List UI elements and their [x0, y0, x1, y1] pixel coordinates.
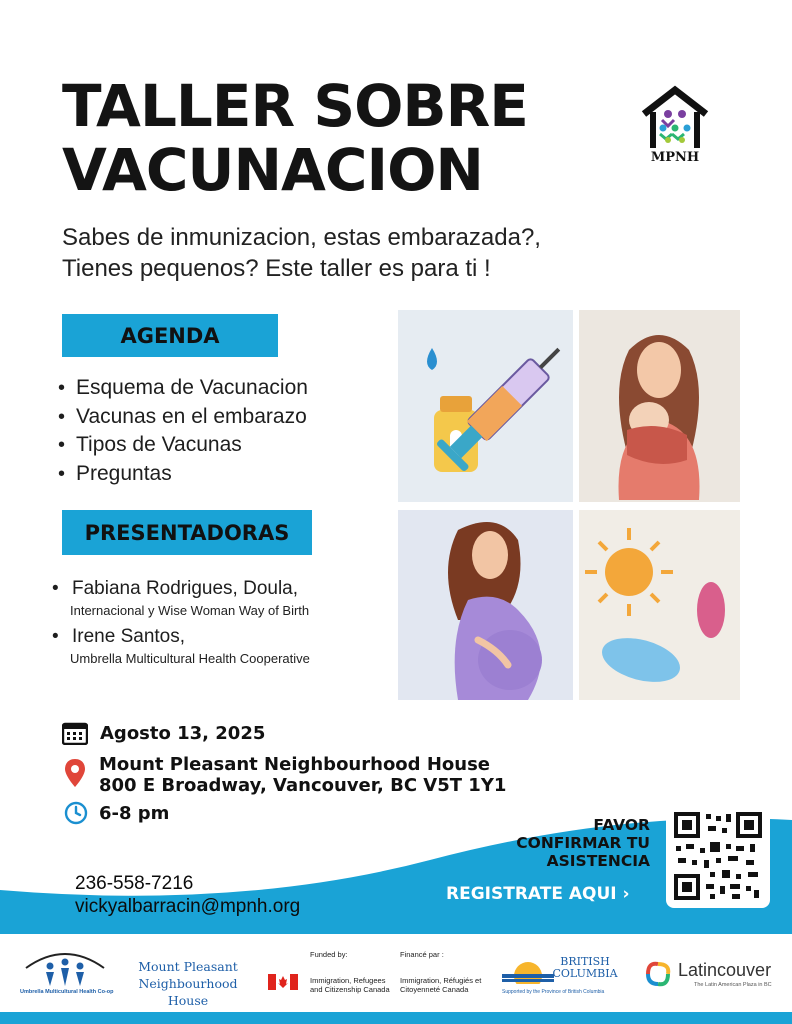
presenter-affiliation: Umbrella Multicultural Health Cooperative — [70, 651, 310, 666]
list-item: • Vacunas en el embarazo — [58, 403, 308, 432]
vaccine-illustration — [398, 310, 573, 502]
pregnant-woman-illustration — [398, 510, 573, 705]
finance-par-label: Financé par : — [400, 950, 444, 959]
list-item: • Esquema de Vacunacion — [58, 374, 308, 403]
presenter-name: • Irene Santos, — [52, 625, 310, 649]
page-title — [62, 74, 528, 202]
venue-line-1: Mount Pleasant Neighbourhood House — [99, 754, 490, 775]
title-line-1: TALLER SOBRE — [62, 72, 528, 140]
clock-icon — [64, 801, 88, 825]
canada-flag-icon — [268, 974, 298, 990]
list-item — [52, 625, 310, 669]
subtitle-line-2: Tienes pequenos? Este taller es para ti ! — [62, 255, 491, 282]
funded-by-label: Funded by: — [310, 950, 348, 959]
agenda-heading: AGENDA — [62, 314, 278, 357]
pregnant-woman-icon — [398, 510, 573, 705]
agenda-list — [58, 374, 308, 488]
bc-sun-logo-icon — [502, 954, 554, 984]
funded-org: Immigration, Refugees and Citizenship Canada — [310, 976, 390, 994]
contact-info — [75, 872, 300, 918]
list-item — [52, 577, 310, 621]
latincouver-logo-icon — [642, 958, 674, 990]
event-date-row — [62, 721, 265, 745]
event-date: Agosto 13, 2025 — [100, 722, 266, 744]
presenters-heading: PRESENTADORAS — [62, 510, 312, 555]
rsvp-text: FAVOR CONFIRMAR TU ASISTENCIA — [516, 816, 650, 870]
calendar-icon — [62, 721, 88, 745]
mpnh-footer-logo: Mount Pleasant Neighbourhood House — [138, 959, 238, 1008]
contact-phone[interactable]: 236-558-7216 — [75, 873, 194, 894]
contact-email[interactable]: vickyalbarracin@mpnh.org — [75, 896, 301, 917]
mpnh-logo-text: MPNH — [650, 150, 700, 165]
qr-code[interactable] — [666, 804, 770, 908]
venue-line-2: 800 E Broadway, Vancouver, BC V5T 1Y1 — [99, 775, 507, 796]
list-item: • Tipos de Vacunas — [58, 431, 308, 460]
list-item: • Preguntas — [58, 460, 308, 489]
qr-code-icon — [666, 804, 770, 908]
latincouver-tagline: The Latin American Plaza in BC — [694, 982, 772, 988]
virus-illustration — [579, 510, 740, 705]
bc-support: Supported by the Province of British Columbia — [502, 989, 605, 995]
mother-baby-icon — [579, 310, 740, 502]
location-pin-icon — [64, 758, 86, 788]
umbrella-logo-icon — [22, 948, 108, 988]
mother-baby-illustration — [579, 310, 740, 502]
title-line-2: VACUNACION — [62, 136, 483, 204]
umbrella-label: Umbrella Multicultural Health Co-op — [20, 989, 114, 995]
presenter-name: • Fabiana Rodrigues, Doula, — [52, 577, 310, 601]
presenter-affiliation: Internacional y Wise Woman Way of Birth — [70, 603, 310, 618]
event-time: 6-8 pm — [99, 802, 170, 824]
register-link[interactable]: REGISTRATE AQUI › — [446, 884, 630, 904]
subtitle-line-1: Sabes de inmunizacion, estas embarazada?, — [62, 224, 541, 251]
bc-logo-text: BRITISH COLUMBIA — [552, 955, 618, 980]
footer-bar — [0, 1012, 792, 1024]
sponsor-footer — [0, 934, 792, 1012]
syringe-icon — [398, 310, 573, 502]
presenters-list — [52, 577, 310, 673]
finance-org: Immigration, Réfugiés et Citoyenneté Canada — [400, 976, 482, 994]
virus-icon — [579, 510, 740, 705]
subtitle — [62, 222, 541, 284]
latincouver-name: Latincouver — [678, 960, 772, 980]
event-time-row — [64, 801, 169, 825]
event-venue — [99, 754, 506, 796]
